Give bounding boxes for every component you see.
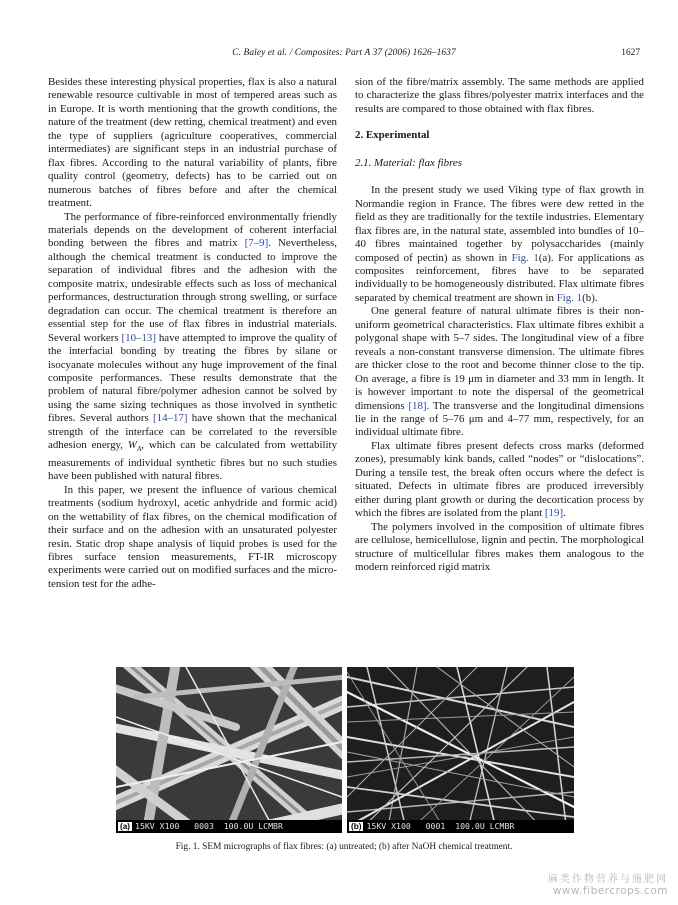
- citation-link[interactable]: [19]: [544, 507, 564, 520]
- figure-1: [116, 667, 570, 833]
- watermark-line: 麻类作物营养与施肥网: [548, 874, 668, 885]
- micrograph-scale-bar: [116, 820, 342, 833]
- left-column: [48, 76, 337, 591]
- micrograph-scale-bar: [347, 820, 574, 833]
- subsection-heading: 2.1. Material: flax fibres: [355, 156, 462, 169]
- watermark: [548, 870, 668, 897]
- sem-micrograph-untreated: [116, 667, 342, 833]
- symbol-wa: $W_A$: [127, 439, 142, 454]
- paragraph: In this paper, we present the influence of various chemical treatments (sodium hydroxyl, acetic anhydride and formic acid) on the wettability of flax fibres, on the chemical modification of their surface and on the adhesion with an unsaturated polyester resin. Static drop shape analysis of liquid probes is used for the fibres surface tension measurements, FT-IR microscopy experiments were carried out on modified surfaces and the micro-tension test for the adhe-: [48, 483, 337, 590]
- paragraph: Flax ultimate fibres present defects cross marks (deformed zones), presumably kink bands, called “nodes” or “dislocations”. During a tensile test, the break often occurs where the defect is situated. Defects in ultimate fibres are produced irreversibly either during plant growth or during the decortication process by which the fibres are isolated from the plant [19].: [355, 439, 644, 520]
- figure-caption: Fig. 1. SEM micrographs of flax fibres: (a) untreated; (b) after NaOH chemical treatment.: [175, 842, 513, 852]
- micrograph-info: 15KV X100 0001 100.0U LCMBR: [366, 821, 515, 831]
- citation-link[interactable]: [14–17]: [153, 412, 188, 425]
- paragraph: The performance of fibre-reinforced environmentally friendly materials depends on the development of coherent interfacial bonding between the fibres and matrix [7–9]. Nevertheless, although the chemical treatment is conducted to improve the separation of individual fibres and the adhesion with the composite matrix, undesirable effects such as loss of mechanical performances, destructuration through strong swelling, or surface degradation can occur. The chemical treatment is therefore an essential step for the use of flax fibres in industrial materials. Several workers [10–13] have attempted to improve the quality of the interfacial bonding by treating the fibres by silane or isocyanate molecules without any huge improvement of the final composite performances. These results demonstrate that the problem of natural fibre/polymer adhesion cannot be solved by using the same sizing techniques as those involved in synthetic fibres. Several authors [14–17] have shown that the mechanical strength of the interface can be correlated to the reversible adhesion energy, $W_A$, which can be calculated from wettability measurements of individual synthetic fibres but no such studies have been published with natural fibres.: [48, 210, 338, 483]
- sem-image-b: [347, 667, 574, 833]
- citation-link[interactable]: [18]: [408, 399, 427, 412]
- micrograph-info: 15KV X100 0003 100.0U LCMBR: [135, 821, 283, 831]
- citation-link[interactable]: [7–9]: [244, 237, 269, 250]
- watermark-url: www.fibercrops.com: [552, 885, 668, 897]
- page-number: 1627: [621, 48, 640, 58]
- panel-label: (b): [351, 822, 362, 831]
- paragraph: Besides these interesting physical properties, flax is also a natural renewable resource cultivable in most of tempered areas such as in Europe. It is worth mentioning that the growth conditions, the nature of the treatment (dew retting, chemical treatment) and even the type of suppliers (agriculture cooperatives, commercial intermediates) are significant steps in an industrial purchase of flax fibres. According to the natural variability of plants, fibre quality control (geometry, defects) has to be carried out on numerous batches of fibres before and after the chemical treatment.: [48, 76, 337, 210]
- paragraph: sion of the fibre/matrix assembly. The same methods are applied to characterize the glass fibres/polyester matrix interfaces and the results are compared to those obtained with flax fibres.: [355, 76, 644, 115]
- section-heading: 2. Experimental: [355, 129, 430, 142]
- paragraph: One general feature of natural ultimate fibres is their non-uniform geometrical characteristics. Flax ultimate fibres exhibit a polygonal shape with 5–7 sides. The longitudinal view of a fibre reveals a non-constant transverse dimension. The ultimate fibres are thicker close to the root and become thinner close to the tip. On average, a fibre is 19 μm in diameter and 33 mm in length. It is however important to note the dispersal of the geometrical dimensions [18]. The transverse and the longitudinal dimensions lie in the range of 5–76 μm and 4–77 mm, respectively, for an individual ultimate fibre.: [355, 305, 645, 439]
- sem-image-a: [116, 667, 342, 833]
- running-title: C. Baley et al. / Composites: Part A 37 (2006) 1626–1637: [232, 48, 456, 58]
- citation-link[interactable]: [10–13]: [121, 331, 156, 344]
- figure-link[interactable]: Fig. 1: [556, 291, 583, 304]
- panel-label: (a): [120, 822, 131, 831]
- right-column: [355, 76, 644, 574]
- running-header: [48, 48, 640, 62]
- paragraph: The polymers involved in the composition of ultimate fibres are cellulose, hemicellulose, lignin and pectin. The morphological structure of multicellular fibres makes them analogous to the modern reinforced rigid matrix: [355, 520, 644, 573]
- paragraph: In the present study we used Viking type of flax growth in Normandie region in France. The fibres were dew retted in the field as they are traditionally for the textile industries. Elementary flax fibres are, in the natural state, assembled into bundles of 10–40 fibres maintained together by polysaccharides (mainly composed of pectin) as shown in Fig. 1(a). For applications as composites reinforcement, fibres have to be separated individually to be homogeneously distributed. Flax ultimate fibres separated by chemical treatment are shown in Fig. 1(b).: [355, 184, 644, 304]
- figure-link[interactable]: Fig. 1: [511, 251, 539, 264]
- sem-micrograph-naoh-treated: [347, 667, 574, 833]
